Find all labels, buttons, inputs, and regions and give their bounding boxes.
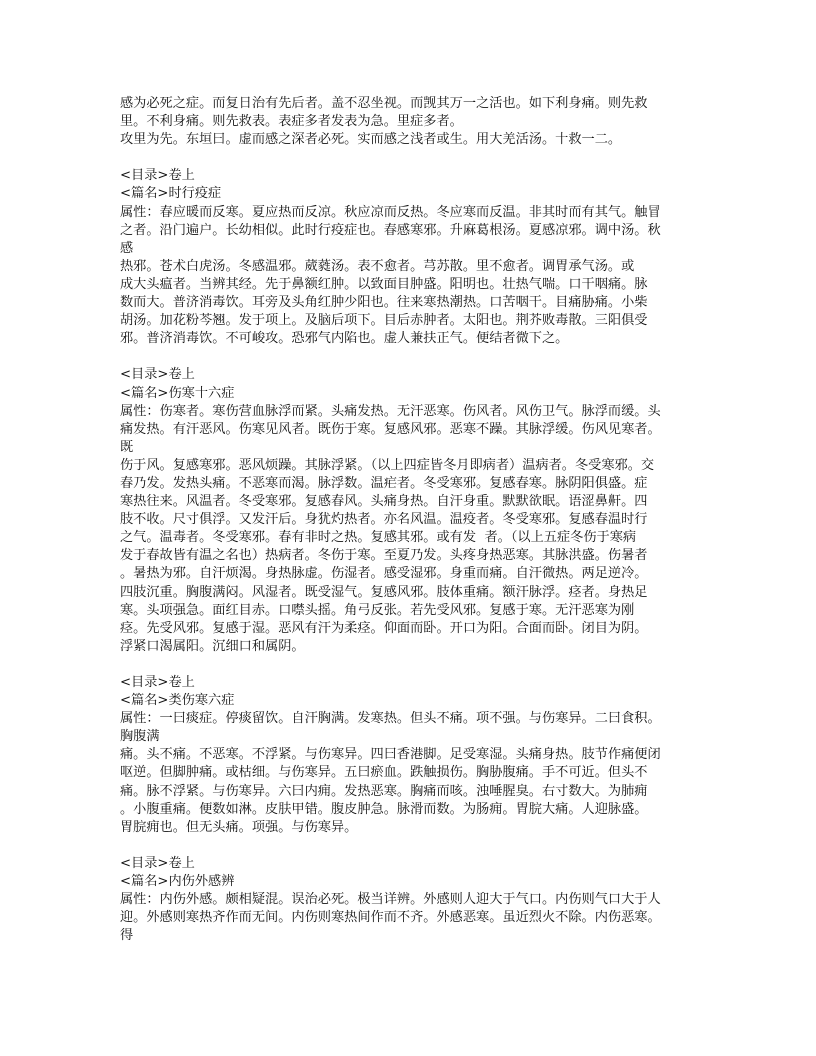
text-section (120, 366, 700, 656)
text-line: 既 (120, 439, 134, 455)
text-line: 之者。沿门遍户。长幼相似。此时行疫症也。春感寒邪。升麻葛根汤。夏感凉邪。调中汤。秋 (120, 222, 661, 238)
text-line: <篇名>内伤外感辨 (120, 874, 235, 890)
text-line: 浮紧口渴属阳。沉细口和属阴。 (120, 638, 305, 654)
text-line: <篇名>时行疫症 (120, 186, 222, 202)
text-line: 痉。先受风邪。复感于湿。恶风有汗为柔痉。仰面而卧。开口为阳。合面而卧。闭目为阴。 (120, 620, 648, 636)
text-line: 属性：伤寒者。寒伤营血脉浮而紧。头痛发热。无汗恶寒。伤风者。风伤卫气。脉浮而缓。头 (120, 403, 661, 419)
text-line: 感为必死之症。而复日治有先后者。盖不忍坐视。而觊其万一之活也。如下利身痛。则先救 (120, 96, 648, 111)
text-line: <篇名>伤寒十六症 (120, 385, 235, 401)
text-line: 迎。外感则寒热齐作而无间。内伤则寒热间作而不齐。外感恶寒。虽近烈火不除。内伤恶寒。 (120, 910, 661, 926)
text-line: 数而大。普济消毒饮。耳旁及头角红肿少阳也。往来寒热潮热。口苦咽干。目痛胁痛。小柴 (120, 295, 648, 311)
document-page (120, 95, 700, 945)
text-line: 寒热往来。风温者。冬受寒邪。复感春风。头痛身热。自汗身重。默默欲眠。语涩鼻鼾。四 (120, 494, 648, 510)
text-line: 发于春故皆有温之名也）热病者。冬伤于寒。至夏乃发。头疼身热恶寒。其脉洪盛。伤暑者 (120, 548, 648, 564)
text-line: 。暑热为邪。自汗烦渴。身热脉虚。伤湿者。感受湿邪。身重而痛。自汗微热。两足逆冷。 (120, 566, 648, 582)
text-line: <目录>卷上 (120, 675, 195, 690)
text-line: 胃脘痈也。但无头痛。项强。与伤寒异。 (120, 819, 358, 835)
text-line: 痛发热。有汗恶风。伤寒见风者。既伤于寒。复感风邪。恶寒不躁。其脉浮缓。伤风见寒者。 (120, 421, 661, 437)
text-line: <目录>卷上 (120, 855, 195, 871)
text-line: 春乃发。发热头痛。不恶寒而渴。脉浮数。温疟者。冬受寒邪。复感春寒。脉阴阳俱盛。症 (120, 475, 648, 491)
section-gap (120, 837, 700, 855)
text-section (120, 167, 700, 348)
text-line: <目录>卷上 (120, 367, 195, 383)
section-gap (120, 656, 700, 674)
text-line: 邪。普济消毒饮。不可峻攻。恐邪气内陷也。虚人兼扶正气。便结者微下之。 (120, 331, 569, 347)
text-line: <篇名>类伤寒六症 (120, 693, 235, 709)
text-line: 呕逆。但脚肿痛。或枯细。与伤寒异。五曰瘀血。跌触损伤。胸胁腹痛。手不可近。但头不 (120, 765, 648, 781)
text-line: 寒。头项强急。面红目赤。口噤头摇。角弓反张。若先受风邪。复感于寒。无汗恶寒为刚 (120, 602, 635, 618)
text-line: 得 (120, 928, 134, 944)
text-line: 里。不利身痛。则先救表。表症多者发表为急。里症多者。 (120, 114, 463, 130)
text-line: 胸腹满 (120, 729, 160, 745)
text-line: 攻里为先。东垣曰。虚而感之深者必死。实而感之浅者或生。用大羌活汤。十救一二。 (120, 132, 622, 148)
text-line: 肢不收。尺寸俱浮。又发汗后。身犹灼热者。亦名风温。温疫者。冬受寒邪。复感春温时行 (120, 512, 648, 528)
text-line: 胡汤。加花粉芩翘。发于项上。及脑后项下。目后赤肿者。太阳也。荆芥败毒散。三阳俱受 (120, 313, 648, 329)
section-gap (120, 348, 700, 366)
text-line: <目录>卷上 (120, 168, 195, 184)
text-section (120, 674, 700, 837)
text-line: 属性：春应暖而反寒。夏应热而反凉。秋应凉而反热。冬应寒而反温。非其时而有其气。触冒 (120, 204, 661, 220)
text-line: 伤于风。复感寒邪。恶风烦躁。其脉浮紧。（以上四症皆冬月即病者）温病者。冬受寒邪。交 (120, 457, 655, 473)
text-line: 。小腹重痛。便数如淋。皮肤甲错。腹皮肿急。脉滑而数。为肠痈。胃脘大痛。人迎脉盛。 (120, 801, 648, 817)
text-line: 热邪。苍术白虎汤。冬感温邪。葳蕤汤。表不愈者。芎苏散。里不愈者。调胃承气汤。或 (120, 258, 635, 274)
text-line: 四肢沉重。胸腹满闷。风湿者。既受湿气。复感风邪。肢体重痛。额汗脉浮。痉者。身热足 (120, 584, 648, 600)
text-line: 成大头瘟者。当辨其经。先于鼻额红肿。以致面目肿盛。阳明也。壮热气喘。口干咽痛。脉 (120, 276, 648, 292)
text-line: 之气。温毒者。冬受寒邪。春有非时之热。复感其邪。或有发 者。（以上五症冬伤于寒病 (120, 530, 637, 546)
text-line: 属性：内伤外感。颇相疑混。误治必死。极当详辨。外感则人迎大于气口。内伤则气口大于人 (120, 892, 661, 908)
text-line: 感 (120, 240, 134, 256)
text-line: 痛。头不痛。不恶寒。不浮紧。与伤寒异。四曰香港脚。足受寒湿。头痛身热。肢节作痛便闭 (120, 747, 661, 763)
text-section (120, 95, 700, 149)
text-line: 属性：一曰痰症。停痰留饮。自汗胸满。发寒热。但头不痛。项不强。与伤寒异。二曰食积。 (120, 711, 661, 727)
text-line: 痛。脉不浮紧。与伤寒异。六曰内痈。发热恶寒。胸痛而咳。浊唾腥臭。右寸数大。为肺痈 (120, 783, 648, 799)
section-gap (120, 149, 700, 167)
text-section (120, 855, 700, 945)
